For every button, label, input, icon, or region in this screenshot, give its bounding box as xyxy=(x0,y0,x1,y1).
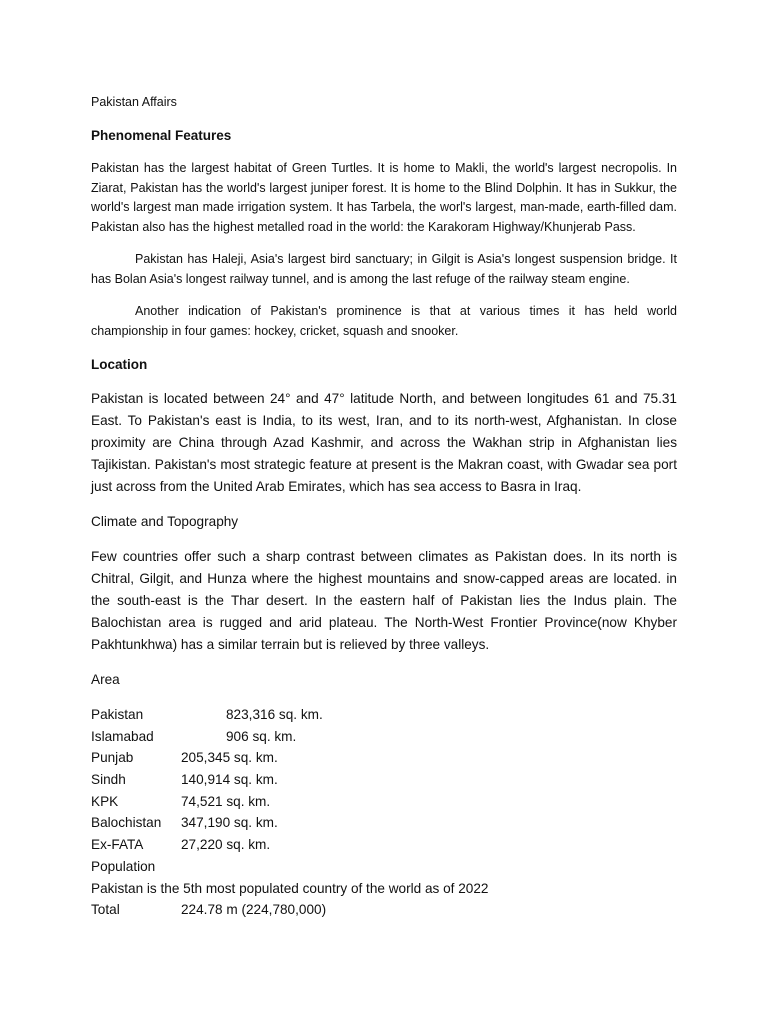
heading-phenomenal-features: Phenomenal Features xyxy=(91,128,232,143)
climate-paragraph: Few countries offer such a sharp contrast between climates as Pakistan does. In its north is Chitral, Gilgit, and Hunza where the highest mountains and snow-capped areas are located. in the south-east is the Thar desert. In the eastern half of Pakistan lies the Indus plain. The Balochistan area is rugged and arid plateau. The North-West Frontier Province(now Khyber Pakhtunkhwa) has a similar terrain but is relieved by three valleys. xyxy=(91,549,677,652)
area-name: KPK xyxy=(91,793,119,809)
document-page xyxy=(91,92,677,921)
area-value: 823,316 sq. km. xyxy=(226,707,323,722)
features-paragraph-3: Another indication of Pakistan's prominence is that at various times it has held world championship in four games: hockey, cricket, squash and snooker. xyxy=(91,304,677,338)
heading-location: Location xyxy=(91,357,148,372)
area-name: Sindh xyxy=(91,772,126,788)
area-name: Balochistan xyxy=(91,815,162,831)
population-total-value: 224.78 m (224,780,000) xyxy=(181,902,327,918)
heading-population: Population xyxy=(91,858,156,874)
document-subject: Pakistan Affairs xyxy=(91,95,177,109)
area-value: 906 sq. km. xyxy=(226,728,297,744)
area-name: Ex-FATA xyxy=(91,837,144,853)
area-name: Punjab xyxy=(91,750,134,766)
area-row-balochistan xyxy=(91,812,677,834)
area-row-kpk xyxy=(91,791,677,813)
area-row-sindh xyxy=(91,769,677,791)
population-total-label: Total xyxy=(91,902,120,918)
heading-area: Area xyxy=(91,672,120,687)
area-value: 205,345 sq. km. xyxy=(181,750,278,766)
population-total-row xyxy=(91,899,677,921)
area-value: 27,220 sq. km. xyxy=(181,837,271,853)
area-table xyxy=(91,704,677,856)
location-paragraph: Pakistan is located between 24° and 47° latitude North, and between longitudes 61 and 75.31 East. To Pakistan's east is India, to its west, Iran, and to its north-west, Afghanistan. In close proximity are China through Azad Kashmir, and across the Wakhan strip in Afghanistan lies Tajikistan. Pakistan's most strategic feature at present is the Makran coast, with Gwadar sea port just across from the United Arab Emirates, which has sea access to Basra in Iraq. xyxy=(91,391,677,494)
area-row-islamabad xyxy=(91,726,677,748)
area-row-ex-fata xyxy=(91,834,677,856)
area-value: 347,190 sq. km. xyxy=(181,815,278,831)
features-paragraph-2: Pakistan has Haleji, Asia's largest bird sanctuary; in Gilgit is Asia's longest suspension bridge. It has Bolan Asia's longest railway tunnel, and is among the last refuge of the railway steam engine. xyxy=(91,252,677,286)
population-statement: Pakistan is the 5th most populated country of the world as of 2022 xyxy=(91,880,489,896)
area-row-punjab xyxy=(91,747,677,769)
area-row-pakistan xyxy=(91,704,677,726)
heading-climate-topography: Climate and Topography xyxy=(91,514,239,529)
features-paragraph-1: Pakistan has the largest habitat of Green Turtles. It is home to Makli, the world's largest necropolis. In Ziarat, Pakistan has the world's largest juniper forest. It is home to the Blind Dolphin. It has in Sukkur, the world's largest man made irrigation system. It has Tarbela, the worl's largest, man-made, earth-filled dam. Pakistan also has the highest metalled road in the world: the Karakoram Highway/Khunjerab Pass. xyxy=(91,161,677,234)
area-value: 140,914 sq. km. xyxy=(181,772,278,788)
area-name: Pakistan xyxy=(91,707,144,722)
area-name: Islamabad xyxy=(91,728,154,744)
area-value: 74,521 sq. km. xyxy=(181,793,271,809)
